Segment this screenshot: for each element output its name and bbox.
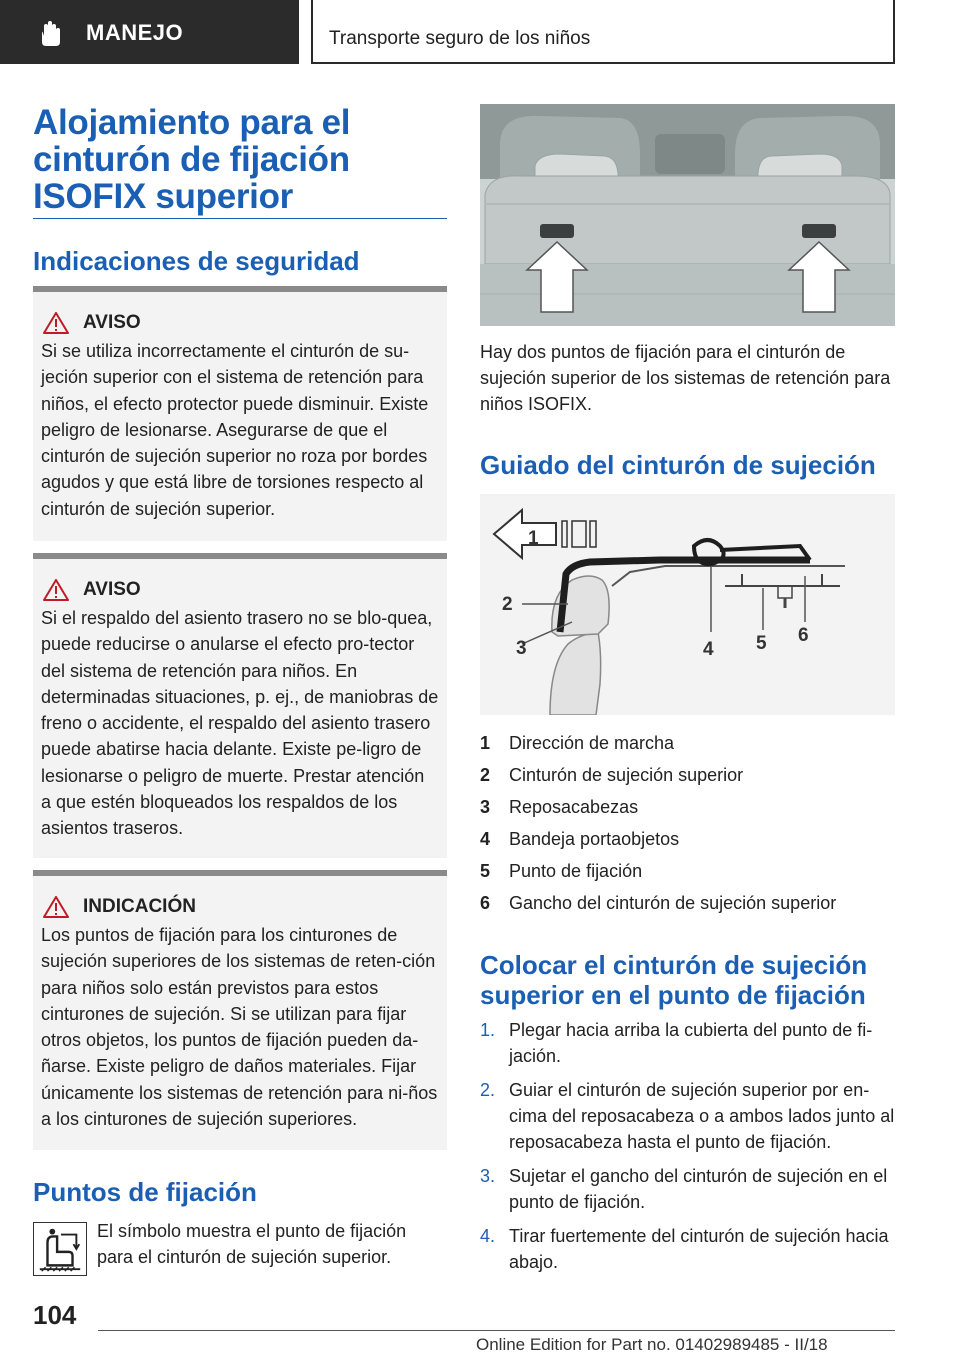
step-text: Plegar hacia arriba la cubierta del punto de fi-jación. xyxy=(509,1020,873,1066)
legend-item xyxy=(480,791,895,823)
legend-number: 1 xyxy=(480,732,491,753)
warning-triangle-icon xyxy=(43,312,69,334)
diagram-label-2: 2 xyxy=(502,594,513,615)
chapter-title: Transporte seguro de los niños xyxy=(329,28,591,49)
step-number: 4. xyxy=(480,1226,496,1246)
info-box xyxy=(33,870,447,1150)
step-text: Guiar el cinturón de sujeción superior por en-cima del reposacabeza o a ambos lados junto al reposacabeza hasta el punto de fijación. xyxy=(509,1080,895,1152)
warning-triangle-icon xyxy=(43,579,69,601)
step-text: Sujetar el gancho del cinturón de sujeción en el punto de fijación. xyxy=(509,1166,888,1212)
legend-number: 4 xyxy=(480,828,491,849)
legend-text: Cinturón de sujeción superior xyxy=(509,764,744,785)
legend-text: Gancho del cinturón de sujeción superior xyxy=(509,892,837,913)
diagram-label-5: 5 xyxy=(756,633,767,654)
legend-number: 5 xyxy=(480,860,491,881)
cargo-area-photo xyxy=(480,104,895,326)
legend-item xyxy=(480,855,895,887)
step-text: Tirar fuertemente del cinturón de sujeción hacia abajo. xyxy=(509,1226,889,1272)
diagram-label-3: 3 xyxy=(516,638,527,659)
list-item xyxy=(480,1223,895,1275)
notice-title: INDICACIÓN xyxy=(83,896,196,917)
notice-body: Si el respaldo del asiento trasero no se blo-quea, puede reducirse o anularse el efecto pro-tector del sistema de retención para niños. En determinadas situaciones, p. ej., de maniobras de freno o accidente, el respaldo del asiento trasero puede abatirse hacia delante. Existe pe-ligro de lesionarse o peligro de muerte. Prestar atención a que estén bloqueados los respaldos de los asientos traseros. xyxy=(41,608,439,839)
notice-title: AVISO xyxy=(83,312,141,333)
notice-title: AVISO xyxy=(83,579,141,600)
routing-heading: Guiado del cinturón de sujeción xyxy=(480,450,876,480)
steering-hand-icon xyxy=(36,18,66,48)
legend-text: Dirección de marcha xyxy=(509,732,675,753)
diagram-label-6: 6 xyxy=(798,625,809,646)
legend-item xyxy=(480,727,895,759)
step-number: 2. xyxy=(480,1080,496,1100)
diagram-label-4: 4 xyxy=(703,639,714,660)
section-title: MANEJO xyxy=(86,20,184,45)
header-chapter-tab xyxy=(311,0,895,64)
warning-box-2 xyxy=(33,553,447,858)
diagram-legend xyxy=(480,727,895,919)
isofix-anchor-icon xyxy=(33,1222,87,1276)
caution-triangle-icon xyxy=(43,896,69,918)
step-number: 3. xyxy=(480,1166,496,1186)
legend-number: 6 xyxy=(480,892,491,913)
legend-text: Punto de fijación xyxy=(509,860,643,881)
photo-caption: Hay dos puntos de fijación para el cinturón de sujeción superior de los sistemas de retención para niños ISOFIX. xyxy=(480,342,891,414)
title-divider xyxy=(33,218,447,219)
step-number: 1. xyxy=(480,1020,496,1040)
legend-number: 2 xyxy=(480,764,491,785)
step-list xyxy=(480,1017,895,1283)
legend-text: Reposacabezas xyxy=(509,796,639,817)
list-item xyxy=(480,1017,895,1069)
legend-item xyxy=(480,823,895,855)
diagram-label-1: 1 xyxy=(528,528,539,549)
notice-body: Si se utiliza incorrectamente el cinturón de su-jeción superior con el sistema de retención para niños, el efecto protector puede disminuir. Existe peligro de lesionarse. Asegurarse de que el cinturón de sujeción superior no roza por bordes agudos y que está libre de torsiones respecto al cinturón de sujeción superior. xyxy=(41,341,429,519)
warning-box-1 xyxy=(33,286,447,541)
anchor-heading: Puntos de fijación xyxy=(33,1177,257,1207)
legend-item xyxy=(480,887,895,919)
edition-text: Online Edition for Part no. 01402989485 - II/18 xyxy=(476,1335,828,1354)
legend-text: Bandeja portaobjetos xyxy=(509,828,680,849)
footer-divider xyxy=(98,1330,895,1331)
legend-number: 3 xyxy=(480,796,491,817)
notice-body: Los puntos de fijación para los cinturones de sujeción superiores de los sistemas de reten-ción para niños solo están previstos para estos cinturones de sujeción. Si se utilizan para fijar otros objetos, los puntos de fijación pueden da-ñarse. Existe peligro de daños materiales. Fijar únicamente los sistemas de retención para ni-ños a los cinturones de sujeción superiores. xyxy=(41,925,438,1130)
list-item xyxy=(480,1163,895,1215)
list-item xyxy=(480,1077,895,1155)
page-title: Alojamiento para el cinturón de fijación ISOFIX superior xyxy=(33,103,351,216)
header-section-tab xyxy=(0,0,299,64)
page-number: 104 xyxy=(33,1300,77,1330)
legend-item xyxy=(480,759,895,791)
belt-routing-diagram xyxy=(480,494,895,715)
anchor-description: El símbolo muestra el punto de fijación para el cinturón de sujeción superior. xyxy=(97,1221,407,1267)
attach-heading: Colocar el cinturón de sujeción superior en el punto de fijación xyxy=(480,950,868,1010)
safety-heading: Indicaciones de seguridad xyxy=(33,246,360,276)
